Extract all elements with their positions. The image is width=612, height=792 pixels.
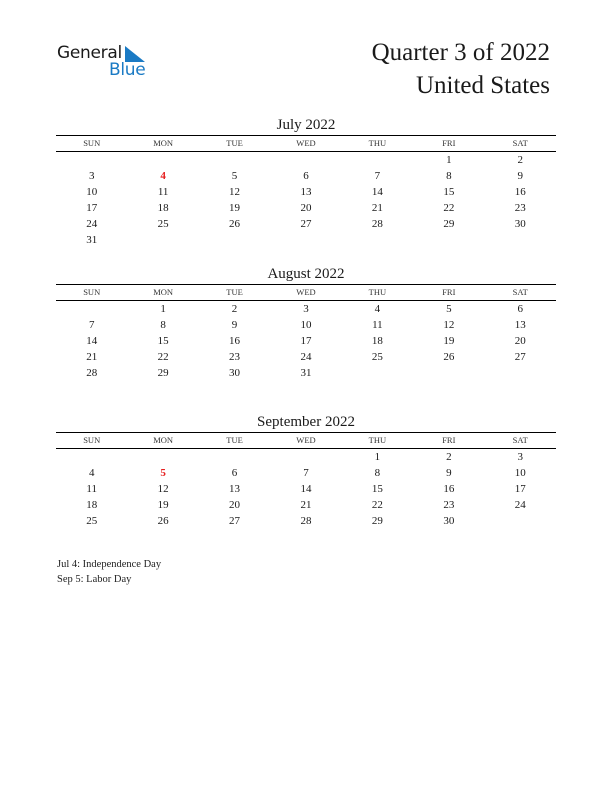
- day-cell: 15: [443, 186, 455, 198]
- month-july: [56, 115, 556, 248]
- quarter-title: Quarter 3 of 2022: [371, 39, 550, 66]
- week-row: [56, 465, 556, 481]
- day-cell: 26: [229, 218, 241, 230]
- holiday-note: Jul 4: Independence Day: [57, 559, 162, 570]
- day-cell: 24: [300, 351, 312, 363]
- weekday-label: WED: [296, 435, 316, 445]
- day-cell: 14: [300, 483, 312, 495]
- weekday-label: WED: [296, 287, 316, 297]
- day-cell: 1: [446, 154, 452, 166]
- empty-cell: [270, 152, 341, 168]
- day-cell: 16: [229, 335, 241, 347]
- week-row: [56, 301, 556, 317]
- day-cell: 16: [514, 186, 526, 198]
- weekday-header: [56, 432, 556, 449]
- empty-cell: [127, 449, 198, 465]
- day-cell: 13: [514, 319, 526, 331]
- day-cell: 25: [157, 218, 169, 230]
- week-row: [56, 449, 556, 465]
- week-row: [56, 333, 556, 349]
- weekday-label: FRI: [442, 138, 456, 148]
- weekday-label: MON: [153, 287, 174, 297]
- day-cell: 21: [86, 351, 98, 363]
- day-cell: 9: [446, 467, 452, 479]
- day-cell: 19: [229, 202, 241, 214]
- day-cell: 17: [300, 335, 312, 347]
- day-cell: 10: [300, 319, 312, 331]
- empty-cell: [270, 449, 341, 465]
- day-cell: 7: [303, 467, 309, 479]
- day-cell: 1: [374, 451, 381, 463]
- day-cell: 25: [86, 515, 98, 527]
- day-cell: 2: [517, 154, 523, 166]
- weekday-label: THU: [368, 287, 387, 297]
- day-cell: 20: [229, 499, 241, 511]
- day-cell: 7: [374, 170, 381, 182]
- day-cell: 22: [371, 499, 383, 511]
- empty-cell: [413, 365, 484, 381]
- weekday-label: WED: [296, 138, 316, 148]
- empty-cell: [199, 449, 270, 465]
- day-cell: 23: [443, 499, 455, 511]
- day-cell: 14: [371, 186, 383, 198]
- week-row: [56, 365, 556, 381]
- day-cell: 15: [157, 335, 169, 347]
- week-row: [56, 152, 556, 168]
- week-row: [56, 349, 556, 365]
- week-row: [56, 481, 556, 497]
- day-cell: 6: [517, 303, 523, 315]
- month-title: July 2022: [276, 117, 336, 133]
- week-row: [56, 497, 556, 513]
- day-cell: 12: [157, 483, 169, 495]
- day-cell: 3: [88, 170, 95, 182]
- day-cell: 23: [229, 351, 241, 363]
- day-cell: 9: [517, 170, 523, 182]
- empty-cell: [485, 513, 556, 529]
- day-cell: 6: [303, 170, 309, 182]
- day-cell: 4: [88, 467, 95, 479]
- day-cell: 17: [86, 202, 98, 214]
- empty-cell: [342, 232, 413, 248]
- day-cell: 9: [231, 319, 238, 331]
- empty-cell: [127, 232, 198, 248]
- day-cell: 25: [371, 351, 383, 363]
- day-cell: 20: [300, 202, 312, 214]
- day-cell: 15: [371, 483, 383, 495]
- weekday-label: FRI: [442, 435, 456, 445]
- day-cell: 30: [514, 218, 526, 230]
- day-cell: 24: [514, 499, 526, 511]
- logo: [57, 43, 157, 83]
- empty-cell: [127, 152, 198, 168]
- day-cell: 19: [157, 499, 169, 511]
- day-cell: 14: [86, 335, 98, 347]
- week-row: [56, 200, 556, 216]
- logo-text-blue: Blue: [109, 60, 146, 80]
- weekday-label: SAT: [512, 287, 528, 297]
- day-cell: 2: [446, 451, 452, 463]
- weekday-label: THU: [368, 435, 387, 445]
- day-cell: 18: [86, 499, 98, 511]
- weekday-label: SAT: [512, 435, 528, 445]
- day-cell: 26: [443, 351, 455, 363]
- month-title: September 2022: [257, 414, 355, 430]
- holiday-note: Sep 5: Labor Day: [57, 573, 132, 585]
- day-cell: 24: [86, 218, 98, 230]
- week-row: [56, 184, 556, 200]
- day-cell: 29: [443, 218, 455, 230]
- weekday-label: THU: [368, 138, 387, 148]
- empty-cell: [56, 449, 127, 465]
- day-cell: 29: [371, 515, 383, 527]
- day-cell: 27: [229, 515, 241, 527]
- empty-cell: [56, 152, 127, 168]
- weekday-header: [56, 284, 556, 301]
- empty-cell: [342, 152, 413, 168]
- week-row: [56, 513, 556, 529]
- day-cell: 30: [229, 367, 241, 379]
- weekday-label: SUN: [83, 287, 101, 297]
- day-cell: 21: [300, 499, 312, 511]
- day-cell: 18: [371, 335, 383, 347]
- weekday-label: FRI: [442, 287, 456, 297]
- day-cell: 4: [374, 303, 381, 315]
- day-cell: 22: [157, 351, 169, 363]
- day-cell: 19: [443, 335, 455, 347]
- day-cell: 31: [86, 234, 98, 246]
- day-cell: 20: [514, 335, 526, 347]
- weekday-label: MON: [153, 435, 174, 445]
- empty-cell: [199, 232, 270, 248]
- day-cell: 21: [371, 202, 383, 214]
- weekday-label: TUE: [226, 435, 243, 445]
- day-cell: 8: [446, 170, 452, 182]
- weekday-label: TUE: [226, 138, 243, 148]
- day-cell: 28: [86, 367, 98, 379]
- weekday-header: [56, 135, 556, 152]
- day-cell: 12: [443, 319, 455, 331]
- day-cell: 27: [300, 218, 312, 230]
- week-row: [56, 232, 556, 248]
- day-cell: 13: [300, 186, 312, 198]
- week-row: [56, 317, 556, 333]
- month-september: [56, 412, 556, 529]
- day-cell: 30: [443, 515, 455, 527]
- empty-cell: [270, 232, 341, 248]
- empty-cell: [56, 301, 127, 317]
- month-title: August 2022: [267, 266, 345, 282]
- day-cell: 6: [231, 467, 238, 479]
- day-cell: 12: [229, 186, 241, 198]
- holiday-day-cell: 4: [160, 170, 166, 182]
- day-cell: 1: [160, 303, 166, 315]
- day-cell: 5: [231, 170, 238, 182]
- day-cell: 7: [88, 319, 95, 331]
- empty-cell: [485, 232, 556, 248]
- day-cell: 28: [371, 218, 383, 230]
- empty-cell: [342, 365, 413, 381]
- day-cell: 18: [157, 202, 169, 214]
- month-august: [56, 264, 556, 381]
- logo-text-general: General: [57, 43, 122, 63]
- day-cell: 11: [157, 186, 169, 198]
- weekday-label: SAT: [512, 138, 528, 148]
- day-cell: 8: [374, 467, 381, 479]
- day-cell: 5: [446, 303, 452, 315]
- day-cell: 2: [231, 303, 238, 315]
- holiday-notes: [57, 558, 161, 587]
- empty-cell: [485, 365, 556, 381]
- day-cell: 13: [229, 483, 241, 495]
- day-cell: 29: [157, 367, 169, 379]
- day-cell: 16: [443, 483, 455, 495]
- day-cell: 10: [514, 467, 526, 479]
- day-cell: 31: [300, 367, 312, 379]
- week-row: [56, 168, 556, 184]
- day-cell: 23: [514, 202, 526, 214]
- weekday-label: SUN: [83, 435, 101, 445]
- day-cell: 8: [160, 319, 166, 331]
- country-title: United States: [415, 72, 550, 99]
- empty-cell: [199, 152, 270, 168]
- day-cell: 3: [303, 303, 309, 315]
- page-title: [372, 36, 550, 102]
- weekday-label: MON: [153, 138, 174, 148]
- day-cell: 26: [157, 515, 169, 527]
- weekday-label: TUE: [226, 287, 243, 297]
- weekday-label: SUN: [83, 138, 101, 148]
- week-row: [56, 216, 556, 232]
- day-cell: 11: [86, 483, 97, 495]
- day-cell: 11: [372, 319, 383, 331]
- day-cell: 10: [86, 186, 98, 198]
- day-cell: 27: [514, 351, 526, 363]
- day-cell: 22: [443, 202, 455, 214]
- holiday-day-cell: 5: [160, 467, 166, 479]
- day-cell: 3: [517, 451, 523, 463]
- empty-cell: [413, 232, 484, 248]
- day-cell: 17: [514, 483, 526, 495]
- day-cell: 28: [300, 515, 312, 527]
